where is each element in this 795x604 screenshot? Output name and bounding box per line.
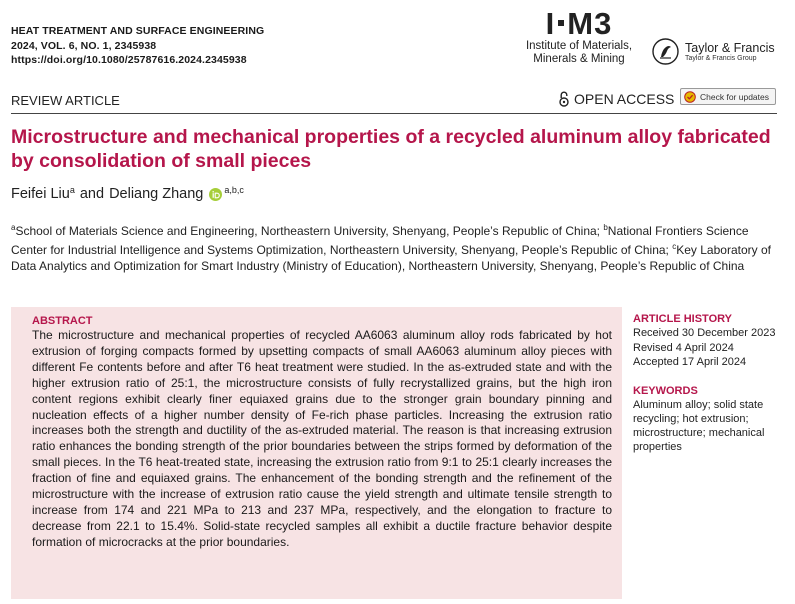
open-lock-icon [559, 91, 569, 107]
abstract-box [11, 307, 622, 599]
affil-c: Key Laboratory of Data Analytics and Optimization for Smart Industry (Ministry of Education), Northeastern University, Shenyang, People’s Republic of China [11, 243, 771, 273]
affil-b-marker: b [603, 223, 608, 232]
imm-mark-right: M3 [567, 6, 613, 41]
article-history [633, 313, 783, 370]
imm-mark [515, 8, 643, 40]
affil-b: National Frontiers Science Center for Industrial Intelligence and Systems Optimization, Northeastern University, Shenyang, People’s Republic of China; [11, 224, 749, 257]
orcid-icon[interactable] [209, 188, 222, 201]
imm-logo [515, 8, 643, 66]
journal-issue: 2024, VOL. 6, NO. 1, 2345938 [11, 39, 157, 52]
history-heading: ARTICLE HISTORY [633, 313, 733, 325]
affil-a: School of Materials Science and Engineering, Northeastern University, Shenyang, People’s Republic of China; [15, 224, 604, 238]
affil-c-marker: c [672, 242, 677, 251]
keywords-text: Aluminum alloy; solid state recycling; hot extrusion; microstructure; mechanical properties [633, 399, 765, 453]
check-for-updates-button[interactable] [680, 88, 776, 105]
abstract-heading: ABSTRACT [32, 315, 93, 327]
author-1[interactable]: Feifei Liu [11, 186, 70, 202]
history-accepted: Accepted 17 April 2024 [633, 356, 747, 368]
journal-doi[interactable]: https://doi.org/10.1080/25787616.2024.2345938 [11, 54, 247, 66]
open-access-badge [559, 91, 674, 107]
imm-name-line1: Institute of Materials, [525, 40, 633, 52]
article-title: Microstructure and mechanical properties of a recycled aluminum alloy fabricated by consolidation of small pieces [11, 126, 771, 172]
author-2-affil: a,b,c [224, 185, 244, 195]
journal-name: HEAT TREATMENT AND SURFACE ENGINEERING [11, 25, 265, 37]
author-list [11, 186, 244, 202]
tf-subtitle: Taylor & Francis Group [685, 55, 757, 62]
keywords-heading: KEYWORDS [633, 385, 698, 397]
imm-mark-left: I [545, 6, 556, 41]
check-updates-label: Check for updates [700, 91, 769, 102]
open-access-label: OPEN ACCESS [574, 91, 675, 107]
abstract-text: The microstructure and mechanical properties of recycled AA6063 aluminum alloy rods fabricated by hot extrusion of forging compacts formed by upsetting compacts of small AA6063 aluminum alloy pieces with different Fe contents before and after T6 heat treatment were studied. In the as-extruded state and with the higher extrusion ratio of 25:1, the microstructure consists of fully recrystallized grains, but the high iron content regions exhibit clearly finer equiaxed grains due to the stronger grain boundary pinning and nucleation effects of a higher number density of Fe-rich phase particles. Increasing the extrusion ratio increases both the strength and ductility of the as-extruded material. The reason is that increasing extrusion ratio enhances the bonding strength of the prior boundaries between the strips formed by deformation of the small pieces. In the T6 heat-treated state, increasing the extrusion ratio from 9:1 to 25:1 clearly increases the fraction of fine and equiaxed grains. The enhancement of the bonding strength and the refinement of the microstructure with the increase of extrusion ratio cause the yield strength and ultimate tensile strength to increase from 174 and 221 MPa to 213 and 237 MPa, respectively, and the elongation to fracture to decrease from 22.1 to 15.4%. Solid-state recycled samples all exhibit a ductile fracture behavior despite formation of microcracks at the prior boundaries. [32, 328, 612, 549]
affil-a-marker: a [11, 223, 16, 232]
imm-dot-icon [558, 20, 564, 26]
tf-name: Taylor & Francis [685, 41, 775, 55]
taylor-francis-icon [652, 38, 679, 65]
history-revised: Revised 4 April 2024 [633, 341, 734, 354]
journal-info [11, 24, 264, 68]
header-divider [11, 113, 777, 114]
article-type: REVIEW ARTICLE [11, 93, 120, 108]
affiliations [11, 220, 781, 274]
author-2[interactable]: Deliang Zhang [109, 186, 204, 202]
author-1-affil: a [69, 185, 75, 195]
history-received: Received 30 December 2023 [633, 327, 776, 339]
check-updates-icon [684, 91, 696, 103]
author-separator: and [79, 186, 105, 202]
taylor-francis-logo [652, 38, 775, 65]
keywords-section [633, 385, 783, 454]
imm-name-line2: Minerals & Mining [533, 53, 625, 65]
